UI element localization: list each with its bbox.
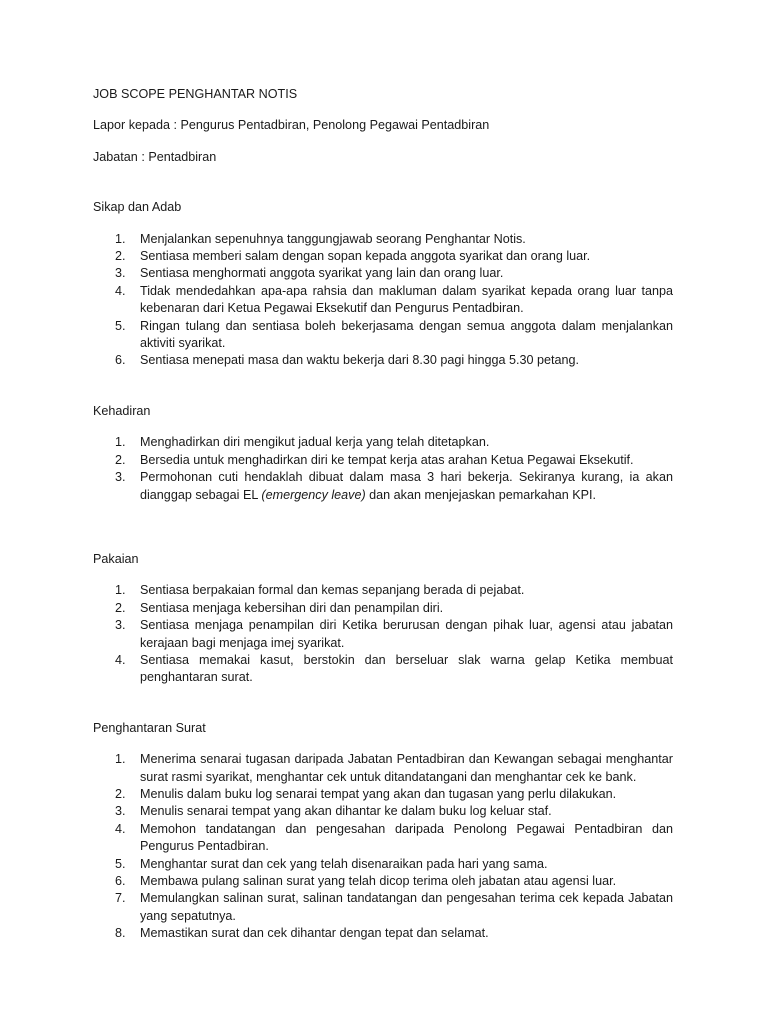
list-kehadiran xyxy=(93,434,673,504)
list-item: 7. Memulangkan salinan surat, salinan tandatangan dan pengesahan terima cek kepada Jabatan yang sepatutnya. xyxy=(115,891,673,923)
section-heading-pakaian: Pakaian xyxy=(93,551,139,566)
list-item: 1. Menerima senarai tugasan daripada Jabatan Pentadbiran dan Kewangan sebagai menghantar surat rasmi syarikat, menghantar cek untuk ditandatangani dan menghantar cek ke bank. xyxy=(115,752,673,784)
list-item: 3. Menulis senarai tempat yang akan dihantar ke dalam buku log keluar staf. xyxy=(115,804,552,819)
section-heading-kehadiran: Kehadiran xyxy=(93,403,151,418)
list-item: 5. Ringan tulang dan sentiasa boleh bekerjasama dengan semua anggota dalam menjalankan aktiviti syarikat. xyxy=(115,318,673,351)
list-item: 4. Memohon tandatangan dan pengesahan daripada Penolong Pegawai Pentadbiran dan Pengurus Pentadbiran. xyxy=(115,821,673,854)
list-item: 2. Sentiasa memberi salam dengan sopan kepada anggota syarikat dan orang luar. xyxy=(115,249,591,264)
document-title: JOB SCOPE PENGHANTAR NOTIS xyxy=(93,87,298,101)
list-penghantaran-surat xyxy=(93,751,673,942)
list-item: 3. Sentiasa menjaga penampilan diri Ketika berurusan dengan pihak luar, agensi atau jabatan kerajaan bagi menjaga imej syarikat. xyxy=(115,618,673,650)
list-item: 6. Sentiasa menepati masa dan waktu bekerja dari 8.30 pagi hingga 5.30 petang. xyxy=(115,353,579,368)
list-item: 4. Sentiasa memakai kasut, berstokin dan berseluar slak warna gelap Ketika membuat penghantaran surat. xyxy=(115,652,673,685)
list-item: 1. Sentiasa berpakaian formal dan kemas sepanjang berada di pejabat. xyxy=(115,583,525,598)
department-line: Jabatan : Pentadbiran xyxy=(93,149,217,164)
list-item: 4. Tidak mendedahkan apa-apa rahsia dan makluman dalam syarikat kepada orang luar tanpa kebenaran dari Ketua Pegawai Eksekutif dan Pengurus Pentadbiran. xyxy=(115,283,673,316)
section-heading-penghantaran-surat: Penghantaran Surat xyxy=(93,720,206,735)
list-sikap-dan-adab xyxy=(93,231,673,370)
list-item: 1. Menghadirkan diri mengikut jadual kerja yang telah ditetapkan. xyxy=(115,435,490,450)
report-to-line: Lapor kepada : Pengurus Pentadbiran, Penolong Pegawai Pentadbiran xyxy=(93,118,490,133)
list-item: 3. Permohonan cuti hendaklah dibuat dalam masa 3 hari bekerja. Sekiranya kurang, ia akan dianggap sebagai EL (emergency leave) dan akan menjejaskan pemarkahan KPI. xyxy=(115,470,673,502)
list-item: 5. Menghantar surat dan cek yang telah disenaraikan pada hari yang sama. xyxy=(115,856,548,871)
list-pakaian xyxy=(93,582,673,686)
list-item: 8. Memastikan surat dan cek dihantar dengan tepat dan selamat. xyxy=(115,926,489,941)
list-item: 2. Menulis dalam buku log senarai tempat yang akan dan tugasan yang perlu dilakukan. xyxy=(115,786,617,801)
list-item: 3. Sentiasa menghormati anggota syarikat yang lain dan orang luar. xyxy=(115,266,504,281)
list-item: 6. Membawa pulang salinan surat yang telah dicop terima oleh jabatan atau agensi luar. xyxy=(115,874,617,888)
list-item: 2. Sentiasa menjaga kebersihan diri dan penampilan diri. xyxy=(115,600,444,615)
list-item: 2. Bersedia untuk menghadirkan diri ke tempat kerja atas arahan Ketua Pegawai Eksekutif. xyxy=(115,452,634,467)
document-page xyxy=(93,86,673,943)
section-heading-sikap-dan-adab: Sikap dan Adab xyxy=(93,200,182,215)
list-item: 1. Menjalankan sepenuhnya tanggungjawab seorang Penghantar Notis. xyxy=(115,231,526,246)
